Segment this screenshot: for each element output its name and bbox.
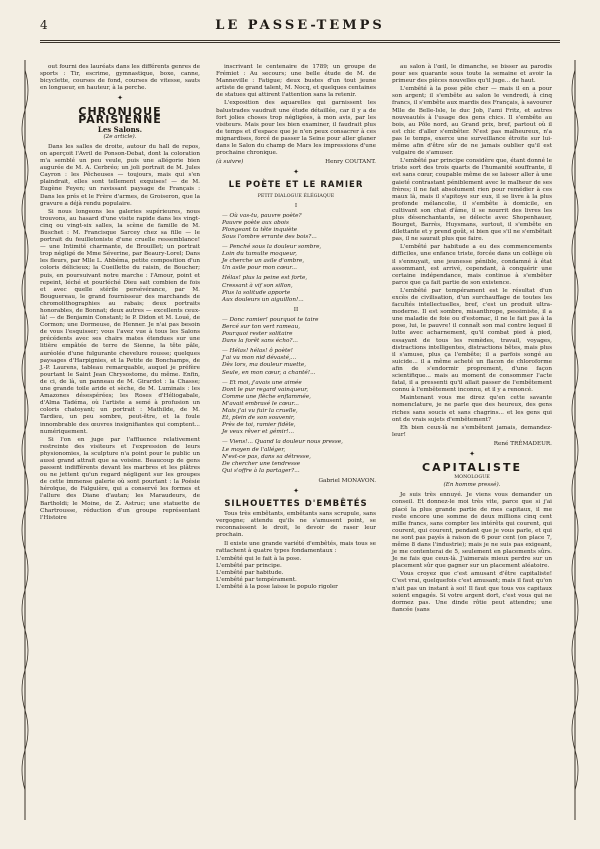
poem-line: J'ai vu mon nid dévasté,... bbox=[222, 355, 297, 362]
poem-line: Un asile pour mon cœur... bbox=[222, 265, 297, 272]
poem-line: Pauvre poète aux abois bbox=[222, 219, 289, 226]
article-paragraph: Il existe une grande variété d'embêtés, mais tous se rattachent à quatre types fondamentaux : bbox=[216, 540, 376, 554]
monologue-label: MONOLOGUE bbox=[454, 475, 490, 481]
article-paragraph: Tous très embêtants, embêtants sans scrupule, sans vergogne; attendu qu'ils ne s'amusent point, se reconnaissent le droit, le devoir de raser leur prochain. bbox=[216, 511, 376, 539]
article-paragraph: Si nous longeons les galeries supérieures, nous trouvons, au hasard d'une visite rapide dans les vingt-cinq ou vingt-six salles, la scène de famille de M. Buschet : M. Francisque Sarcey chez sa fille — le portrait du feuilletoniste d'une cruelle ressemblance! — une Intimité charmante, de Brouillet; un portrait trop négligé de Mme Séverine, par Beaury-Lorel; Dans les fleurs, par Mlle L. Abbéma, petite composition d'un coloris délicieux; la Cueillette du raisin, de Boucher; puis, en poursuivant notre marche : l'Amour, point et repeint, léché et pourléché Dieu sait combien de fois et avec quelle stérile persévérance, par M. Bouguereau, le grand fournisseur des marchands de chromolithographies au rabais; deux portraits honorables, de Bonnat; deux autres — excellents ceux-là! — de Benjamin Constant; le P. Didon et M. Loué, de Cormon; une Dormeuse, de Henner. Je n'ai pas besoin de vous l'esquisser; vous l'avez vue à tous les Salons précédents avec ses chairs mates étendues sur une litière empâtée de terre de Sienne, la tête pâle, auréolée d'une fulgurante chevelure rousse; quelques paysages d'Harpignies, et la Petite de Bonchamps, de J.-P. Laurens, tableau remarquable, auquel je préfère pourtant le Saint Jean Chrysostome, du même. Enfin, de ci, de là, un panneau de M. Girardot : la Chasse; une grande toile aride et sèche, de M. Luminais : les Amazones désespérées; les Roses d'Héliogabale, d'Alma Tadéma, où l'artiste a semé à profusion un coloris chatoyant; un portrait : Mathilde, de M. Tardieu, un peu sombre, peut-être, et la foule innombrable des œuvres insignifiantes qui comptent... numériquement. bbox=[40, 208, 200, 435]
poem-stanza bbox=[222, 213, 376, 241]
poem-stanza bbox=[222, 380, 376, 437]
poem-line: Hélas! plus la peine est forte, bbox=[222, 275, 308, 282]
header-rule-thin bbox=[40, 42, 560, 43]
poem-stanza bbox=[222, 348, 376, 376]
to-be-continued: (à suivre) bbox=[216, 159, 244, 166]
poem-line: N'est-ce pas, dans sa détresse, bbox=[222, 453, 311, 460]
article-paragraph: L'embêté par tempérament est le résultat d'un excès de civilisation, d'un surchauffage de toutes les facultés intellectuelles, bref, c'est un produit ultra-moderne. Il est sombre, misanthrope, pessimiste, il a une maladie de foie ou d'estomac, il ne le fait pas à la pose, lui, le pauvre! il connaît son mal contre lequel il lutte avec acharnement, qu'il combat pied à pied, essayant de tous les remèdes, travail, voyages, distractions intelligentes, distractions bêtes, mais plus il s'amuse, plus ça l'embête; il a parfois songé au suicide... il a même acheté un flacon de chloroforme afin de s'endormir proprement, d'une façon scientifique... mais au moment de consommer l'acte fatal, il a pressenti qu'il allait passer de l'embêtement connu à l'embêtement inconnu, et il y a renoncé. bbox=[392, 287, 552, 394]
article-paragraph: Si l'on en juge par l'affluence relativement restreinte des visiteurs et l'expression de leurs physionomies, la sculpture n'a point pour le public un aussi grand attrait que sa voisine. Beaucoup de gens passent indifférents devant les marbres et les plâtres ou ne jettent qu'un regard négligent sur les groupes de cette immense galerie où sont pourtant : la Poésie héroïque, de Falguière, qui a conservé les formes et l'allure des Diane d'autan; les Maraudeurs, de Bartholdi; le Moine, de Z. Astruc; une statuette de Chartrousse, réduction d'un groupe représentant l'Histoire bbox=[40, 436, 200, 521]
poem-stanza bbox=[222, 275, 376, 303]
decorative-border-left bbox=[18, 60, 32, 820]
poem-stanza bbox=[222, 439, 376, 474]
ornament-divider: ✦ bbox=[117, 94, 123, 103]
ornament-divider: ✦ bbox=[293, 486, 299, 495]
article-paragraph: inscrivant le centenaire de 1789; un groupe de Frémiet : Au secours; une belle étude de M. de Manneville : Fatigue; deux bustes d'un tout jeune artiste de grand talent, M. Nocq, et quelques centaines de statues qui attirent l'attention sans la retenir. bbox=[216, 64, 376, 99]
poem-line: Seule, en mon cœur, a chanté!... bbox=[222, 369, 316, 376]
poem-line: Le moyen de l'alléger, bbox=[222, 446, 286, 453]
capitaliste-title: CAPITALISTE bbox=[422, 461, 522, 475]
poem-stanza bbox=[222, 244, 376, 272]
poem-line: — Et moi, j'avais une aimée bbox=[222, 379, 302, 386]
poem-part-one bbox=[216, 213, 376, 304]
poem-line: Plongeant ta tête inquiète bbox=[222, 226, 298, 233]
poem-subtitle: PETIT DIALOGUE ÉLÉGIAQUE bbox=[257, 193, 335, 199]
article-paragraph: Eh bien ceux-là ne s'embêtent jamais, demandez-leur! bbox=[392, 424, 552, 438]
list-item: L'embêté à la pose laisse le populo rigoler bbox=[216, 584, 338, 591]
intro-paragraph: out fourni des lauréats dans les différents genres de sports : Tir, escrime, gymnastique, boxe, canne, bicyclette, courses de fond, courses de vitesse, sauts en longueur, en hauteur, à la perche. bbox=[40, 64, 200, 92]
poem-part-number: I bbox=[294, 202, 298, 209]
list-item: L'embêté par habitude. bbox=[216, 569, 284, 576]
poem-part-number: II bbox=[293, 306, 299, 313]
author-signature: Henry COUTANT. bbox=[325, 159, 376, 166]
poem-line: Dont le pur regard vainqueur, bbox=[222, 386, 309, 393]
chronique-title: CHRONIQUE PARISIENNE bbox=[78, 105, 162, 126]
poem-title: LE POÈTE ET LE RAMIER bbox=[228, 180, 364, 191]
column-3 bbox=[392, 64, 552, 615]
poem-line: Dans la forêt sans écho?... bbox=[222, 338, 298, 345]
poem-line: Et, plein de son souvenir, bbox=[222, 415, 295, 422]
article-paragraph: Dans les salles de droite, autour du hall de repos, on aperçoit l'Avril de Ponson-Debat, dont la coloration m'a semblé un peu veule, puis une allégorie bien augurée de M. A. Cerbréo; un joli portrait de M. Jules Cayron : les Pêcheuses — toujours, mais qui s'en plaindrait, elles sont tellement exquises! — de M. Eugène Feyen; un ravissant paysage de Français : Dans les prés et le Frère d'armes, de Groiseron, que la gravure a déjà rendu populaire. bbox=[40, 143, 200, 207]
author-signature: René TRÉMADEUR. bbox=[493, 440, 552, 447]
poem-part-two bbox=[216, 317, 376, 475]
ornament-divider: ✦ bbox=[293, 168, 299, 177]
poem-line: Cressant à vif son sillon, bbox=[222, 282, 293, 289]
poem-line: — Donc ramier! pourquoi te taire bbox=[222, 316, 319, 323]
article-paragraph: L'exposition des aquarelles qui garnissent les balustrades vaudrait une étude détaillée, car il y a de fort jolies choses trop négligées, à mon avis, par les visiteurs. Mais pour les bien examiner, il faudrait plus de temps et d'espace que je n'en peux consacrer à ces mignardises, forcé de passer la Seine pour aller glaner dans le Salon du champ de Mars les impressions d'une prochaine chronique. bbox=[216, 100, 376, 157]
poem-line: M'avait embrasé le cœur... bbox=[222, 400, 299, 407]
poem-line: Plus la solitude apporte bbox=[222, 289, 291, 296]
article-paragraph: Vous croyez que c'est amusant d'être capitaliste! C'est vrai, quelquefois c'est amusant; mais il faut qu'on n'ait pas un instant à soi! Il faut que tous vos capitaux soient engagés. Si votre argent dort, c'est vous qui ne dormez pas. Une dinde rôtie peut attendre; une fiancée (sans bbox=[392, 571, 552, 613]
article-footer bbox=[216, 159, 376, 166]
poem-line: Qui s'offre à la partager?... bbox=[222, 467, 300, 474]
page-header bbox=[40, 18, 560, 38]
author-signature: Gabriel MONAVON. bbox=[318, 477, 376, 484]
poem-line: Je veux rêver et gémir!... bbox=[222, 429, 295, 436]
poem-line: De chercher une tendresse bbox=[222, 460, 301, 467]
article-paragraph: au salon à l'œil, le dimanche, se bisser au parodis pour ses quarante sous toute la semaine et avoir la primeur des pièces nouvelles qu'il juge... de haut. bbox=[392, 64, 552, 85]
column-2 bbox=[216, 64, 376, 591]
poem-line: — Penché sous la douleur sombre, bbox=[222, 244, 322, 251]
list-item: L'embêté par tempérament. bbox=[216, 577, 297, 583]
header-rule bbox=[40, 40, 560, 41]
salons-title: Les Salons. bbox=[97, 124, 143, 134]
article-paragraph: Maintenant vous me direz qu'en cette savante nomenclature, je ne parle que des heureux, des gens riches sans soucis et sans chagrins... et les gens qui ont de vrais sujets d'embêtement? bbox=[392, 395, 552, 423]
journal-title: LE PASSE-TEMPS bbox=[215, 18, 385, 33]
poem-line: — Où vas-tu, pauvre poète? bbox=[222, 212, 302, 219]
list-item: L'embêté par principe. bbox=[216, 562, 282, 569]
poem-line: Je cherche un asile d'ombre, bbox=[222, 258, 305, 265]
silhouettes-title: SILHOUETTES D'EMBÊTÉS bbox=[224, 499, 368, 510]
poem-line: — Hélas! hélas! ô poète! bbox=[222, 348, 293, 355]
embetes-list bbox=[216, 556, 376, 591]
poem-line: Pourquoi rester solitaire bbox=[222, 331, 293, 338]
salons-subtitle: (2e article). bbox=[103, 133, 137, 140]
stage-direction: (En homme pressé). bbox=[443, 482, 501, 489]
column-1 bbox=[40, 64, 200, 523]
poem-line: Loin du tumulte moqueur, bbox=[222, 251, 297, 258]
ornament-divider: ✦ bbox=[469, 449, 475, 458]
poem-stanza bbox=[222, 317, 376, 345]
page-number: 4 bbox=[40, 18, 48, 32]
article-paragraph: L'embêté à la pose pèle cher — mais il en a pour son argent; il s'embête au salon le vendredi, à cinq francs, il s'embête aux mardis des Français, à savourer Mlle de Belle-Isle, le duc Job, l'ami Fritz, et autres nouveautés à l'usage des gens chics. Il s'embête au bois, au Pôle nord, au Grand prix, bref, partout où il est chic d'aller s'embêter. N'est pas malheureux, n'a pas le temps, exerce une surveillance étroite sur lui-même afin d'être sûr de ne jamais oublier qu'il est vulgaire de s'amuser. bbox=[392, 86, 552, 157]
poem-line: — Viens!... Quand la douleur nous presse, bbox=[222, 439, 343, 446]
article-paragraph: L'embêté par habitude a eu des commencements difficiles, une enfance triste, forcée dans un collège où il s'ennuyait, une jeunesse pénible, condamné à état assommant, est arrivé, cependant, à conquérir une certaine indépendance, mais continue à s'embêter parce que ça fait partie de son existence. bbox=[392, 244, 552, 286]
article-paragraph: L'embêté par principe considère que, étant donné le triste sort des trois quarts de l'humanité souffrante, il est sans cœur, coupable même de se laisser aller à une gaieté contrastant péniblement avec le malheur de ses frères; il ne fait absolument rien pour remédier à ces maux là, mais il s'apitoye sur eux, il se livre à la plus profonde mélancolie, il s'embête à domicile, en cultivant son chat d'âme, il se nourrit des livres les plus désenchantants, se délecte avec Shopenhauer, Bourget, Barrès, Huysmans, surtout, il s'embête en dilettante et y prend goût, si bien que s'il ne s'embêtait pas, il ne saurait plus que faire. bbox=[392, 158, 552, 243]
poem-line: Dès lors, ma douleur muette, bbox=[222, 362, 307, 369]
list-item: L'embêté qui le fait à la pose. bbox=[216, 555, 302, 562]
poem-line: Mais j'ai vu fuir la cruelle, bbox=[222, 408, 298, 415]
poem-line: Sous l'ombre errante des bois?... bbox=[222, 233, 317, 240]
poem-line: Près de toi, ramier fidèle, bbox=[222, 422, 296, 429]
decorative-border-right bbox=[568, 60, 582, 820]
article-paragraph: Je suis très ennuyé. Je viens vous demander un conseil. Et donnez-le moi très vite, parce que si j'ai placé la plus grande partie de mes capitaux, il me reste encore une somme de deux millions cinq cent mille francs, sans compter les intérêts qui courent, qui courent, qui courent, pendant que je vous parle, et qui ne sont pas payés à raison de 6 pour cent (on place 7, même 8 dans l'industrie); mais je ne suis pas exigeant, je me contenterai de 5, seulement en placements sûrs. Je ne fais que ceux-là. J'aimerais mieux perdre sur un placement sûr que gagner sur un placement aléatoire. bbox=[392, 492, 552, 570]
poem-line: Aux douleurs un aiguillon!... bbox=[222, 296, 304, 303]
poem-line: Comme une flèche enflammée, bbox=[222, 393, 311, 400]
poem-line: Bercé sur ton vert rameau, bbox=[222, 324, 301, 330]
